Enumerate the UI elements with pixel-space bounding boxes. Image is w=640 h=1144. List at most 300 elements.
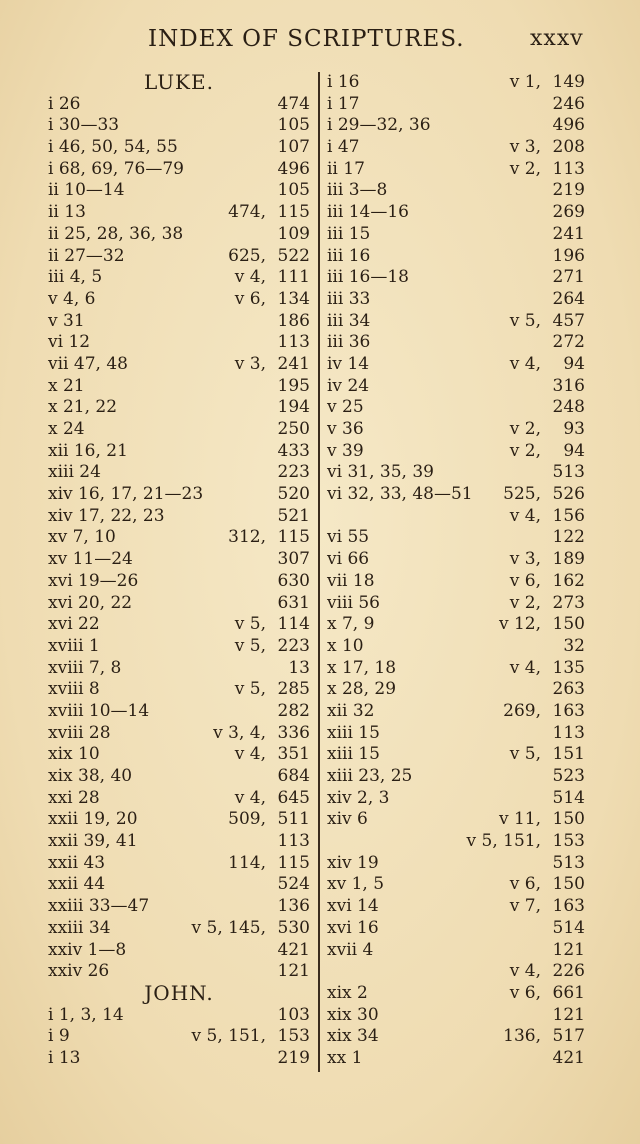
page-reference: 263 [552, 679, 585, 700]
scripture-reference: xiv 19 [327, 852, 379, 873]
index-entry [327, 809, 585, 831]
verse-reference: v 5, 151, [191, 1026, 266, 1047]
index-entry [48, 744, 310, 766]
scripture-reference: xv 1, 5 [327, 874, 385, 895]
page-reference: 351 [277, 744, 310, 765]
scripture-reference: v 36 [327, 419, 364, 439]
scripture-reference: x 17, 18 [327, 657, 397, 678]
scripture-reference: vi 32, 33, 48—51 [327, 484, 473, 505]
index-entry [327, 376, 585, 398]
page-title: INDEX OF SCRIPTURES. [148, 26, 465, 52]
scripture-reference: iii 16 [327, 245, 371, 266]
verse-reference: v 4, [234, 787, 266, 808]
scripture-reference: xxiv 1—8 [48, 939, 127, 960]
page-reference: 113 [277, 332, 310, 353]
page-reference: 195 [277, 375, 310, 396]
page-reference: 103 [277, 1004, 310, 1025]
index-entry [48, 246, 310, 268]
index-entry [327, 484, 585, 506]
index-entry [327, 744, 585, 766]
index-entry [48, 940, 310, 962]
page-reference: 520 [277, 484, 310, 505]
verse-reference: v 4, [509, 961, 541, 982]
scripture-reference: xix 38, 40 [48, 766, 133, 786]
verse-reference: 525, [503, 484, 541, 505]
index-entry [327, 1026, 585, 1048]
page-header [0, 26, 640, 56]
index-entry [327, 332, 585, 354]
page-reference: 645 [277, 787, 310, 808]
page-reference: 150 [552, 614, 585, 635]
index-entry [48, 766, 310, 788]
page-reference: 514 [552, 787, 585, 808]
page-reference: 513 [552, 852, 585, 873]
scripture-reference: x 28, 29 [327, 679, 397, 700]
page-reference: 189 [552, 549, 585, 570]
verse-reference: v 4, [234, 744, 266, 765]
scripture-reference: iv 14 [327, 353, 370, 374]
page-reference: 121 [277, 961, 310, 982]
verse-reference: v 6, [509, 982, 541, 1003]
page-reference: 194 [277, 397, 310, 418]
index-entry [327, 593, 585, 615]
index-entry [327, 180, 585, 202]
scripture-reference: xix 30 [327, 1004, 379, 1025]
index-entry [48, 1005, 310, 1027]
page-reference: 135 [552, 657, 585, 678]
scripture-reference: xvi 19—26 [48, 570, 139, 591]
index-entry [327, 723, 585, 745]
scripture-reference: ii 25, 28, 36, 38 [48, 223, 184, 244]
scripture-reference: iii 33 [327, 288, 371, 309]
page-reference: 223 [277, 462, 310, 483]
page-reference: 285 [277, 679, 310, 700]
index-entry [327, 441, 585, 463]
scripture-reference: i 13 [48, 1047, 81, 1068]
index-entry [327, 831, 585, 853]
page-reference: 93 [563, 419, 585, 439]
scripture-reference: i 68, 69, 76—79 [48, 158, 184, 179]
index-entry [327, 462, 585, 484]
index-entry [48, 180, 310, 202]
page-reference: 433 [277, 440, 310, 461]
page-reference: 162 [552, 570, 585, 591]
page-reference: 115 [277, 852, 310, 873]
page-reference: 105 [277, 180, 310, 201]
page-reference: 226 [552, 961, 585, 982]
scripture-reference: xxii 19, 20 [48, 809, 138, 830]
page-reference: 421 [552, 1047, 585, 1068]
index-entry [48, 614, 310, 636]
index-entry [48, 441, 310, 463]
page-reference: 196 [552, 245, 585, 266]
scripture-reference: xiii 23, 25 [327, 766, 413, 786]
page-reference: 163 [552, 700, 585, 721]
scripture-reference: xvi 16 [327, 917, 379, 938]
index-entry [327, 289, 585, 311]
scripture-reference: iii 34 [327, 310, 371, 331]
verse-reference: v 5, [234, 635, 266, 656]
scripture-reference: i 47 [327, 137, 360, 158]
index-entry [48, 289, 310, 311]
scripture-reference: xviii 28 [48, 722, 111, 743]
page-reference: 32 [563, 635, 585, 656]
page-reference: 136 [277, 896, 310, 917]
index-entry [48, 397, 310, 419]
column-divider [318, 72, 320, 1072]
index-entry [327, 397, 585, 419]
scripture-reference: vii 47, 48 [48, 353, 128, 374]
scripture-reference: iii 36 [327, 332, 371, 353]
index-entry [48, 202, 310, 224]
index-entry [327, 311, 585, 333]
page-reference: 109 [277, 223, 310, 244]
scripture-reference: vi 12 [48, 332, 91, 353]
index-entry [327, 614, 585, 636]
index-entry [48, 1026, 310, 1048]
page-reference: 113 [552, 722, 585, 743]
scripture-reference: v 39 [327, 440, 364, 461]
page-reference: 522 [277, 245, 310, 266]
page-reference: 336 [277, 722, 310, 743]
page-reference: 219 [277, 1047, 310, 1068]
index-entry [327, 701, 585, 723]
page-reference: 684 [277, 766, 310, 786]
scripture-reference: xii 16, 21 [48, 440, 128, 461]
index-entry [327, 224, 585, 246]
verse-reference: v 1, [509, 72, 541, 92]
verse-reference: v 5, [234, 614, 266, 635]
verse-reference: v 5, 151, [466, 831, 541, 852]
index-entry [48, 159, 310, 181]
verse-reference: 625, [228, 245, 266, 266]
index-entry [327, 527, 585, 549]
scripture-reference: xviii 8 [48, 679, 100, 700]
verse-reference: v 3, [234, 353, 266, 374]
scripture-reference: xvi 22 [48, 614, 100, 635]
scripture-reference: iii 3—8 [327, 180, 388, 201]
scripture-reference: xiii 15 [327, 744, 380, 765]
page-reference: 241 [277, 353, 310, 374]
index-entry [327, 137, 585, 159]
index-entry [327, 72, 585, 94]
index-entry [48, 267, 310, 289]
page-reference: 163 [552, 896, 585, 917]
scripture-reference: ii 27—32 [48, 245, 125, 266]
verse-reference: 312, [228, 527, 266, 548]
index-entry [48, 874, 310, 896]
page-reference: 523 [552, 766, 585, 786]
page-reference: 250 [277, 419, 310, 439]
scripture-reference: v 4, 6 [48, 288, 96, 309]
scripture-reference: i 29—32, 36 [327, 115, 431, 136]
scripture-reference: x 24 [48, 419, 85, 439]
scripture-reference: xxii 43 [48, 852, 106, 873]
scripture-reference: x 21 [48, 375, 85, 396]
verse-reference: v 4, [509, 353, 541, 374]
page-reference: 151 [552, 744, 585, 765]
page-reference: 269 [552, 202, 585, 223]
index-entry [327, 896, 585, 918]
page-reference: 121 [552, 939, 585, 960]
index-entry [327, 202, 585, 224]
page-reference: 114 [277, 614, 310, 635]
verse-reference: v 5, [234, 679, 266, 700]
index-column-right [327, 72, 585, 1070]
verse-reference: v 7, [509, 896, 541, 917]
page-reference: 241 [552, 223, 585, 244]
page-reference: 208 [552, 137, 585, 158]
scripture-reference: xxii 39, 41 [48, 831, 138, 852]
verse-reference: 114, [228, 852, 266, 873]
page-reference: 113 [277, 831, 310, 852]
scripture-reference: iii 15 [327, 223, 371, 244]
index-entry [48, 723, 310, 745]
scripture-reference: x 7, 9 [327, 614, 375, 635]
index-entry [327, 549, 585, 571]
verse-reference: v 5, 145, [191, 917, 266, 938]
verse-reference: v 6, [234, 288, 266, 309]
scripture-reference: viii 56 [327, 592, 380, 613]
page-reference: 511 [277, 809, 310, 830]
verse-reference: v 11, [498, 809, 541, 830]
page-number: xxxv [530, 26, 584, 51]
scripture-reference: xix 34 [327, 1026, 379, 1047]
page-reference: 219 [552, 180, 585, 201]
index-entry [327, 636, 585, 658]
index-entry [48, 354, 310, 376]
page-reference: 273 [552, 592, 585, 613]
scripture-reference: xviii 7, 8 [48, 657, 122, 678]
book-heading [48, 980, 310, 1005]
index-entry [327, 419, 585, 441]
index-entry [327, 94, 585, 116]
scripture-reference: i 30—33 [48, 115, 120, 136]
page-reference: 156 [552, 505, 585, 526]
index-entry [48, 853, 310, 875]
scripture-reference: xxii 44 [48, 874, 106, 895]
index-entry [327, 354, 585, 376]
scripture-reference: xvii 4 [327, 939, 374, 960]
scripture-reference: i 17 [327, 93, 360, 114]
scripture-reference: vi 66 [327, 549, 370, 570]
index-entry [327, 571, 585, 593]
verse-reference: v 3, [509, 549, 541, 570]
index-entry [48, 831, 310, 853]
index-entry [327, 961, 585, 983]
scripture-reference: i 1, 3, 14 [48, 1004, 124, 1025]
scripture-reference: iii 14—16 [327, 202, 409, 223]
page-reference: 223 [277, 635, 310, 656]
page-reference: 111 [277, 267, 310, 288]
index-entry [48, 115, 310, 137]
index-entry [48, 484, 310, 506]
scripture-reference: xxiii 33—47 [48, 896, 150, 917]
page-reference: 496 [552, 115, 585, 136]
page-reference: 316 [552, 375, 585, 396]
index-entry [48, 896, 310, 918]
index-entry [48, 679, 310, 701]
page-reference: 521 [277, 505, 310, 526]
scripture-reference: xviii 10—14 [48, 700, 150, 721]
index-entry [48, 137, 310, 159]
page-reference: 150 [552, 874, 585, 895]
scripture-reference: xiv 6 [327, 809, 368, 830]
index-entry [48, 224, 310, 246]
verse-reference: 136, [503, 1026, 541, 1047]
index-entry [48, 658, 310, 680]
page-reference: 115 [277, 527, 310, 548]
page-reference: 530 [277, 917, 310, 938]
index-entry [327, 159, 585, 181]
index-entry [48, 506, 310, 528]
scripture-reference: xxi 28 [48, 787, 100, 808]
verse-reference: v 2, [509, 592, 541, 613]
index-entry [48, 961, 310, 983]
scripture-reference: vi 31, 35, 39 [327, 462, 434, 483]
index-entry [48, 809, 310, 831]
verse-reference: 474, [228, 202, 266, 223]
index-entry [327, 918, 585, 940]
scripture-reference: xiv 16, 17, 21—23 [48, 484, 204, 505]
index-entry [48, 376, 310, 398]
page-reference: 115 [277, 202, 310, 223]
scripture-reference: vi 55 [327, 527, 370, 548]
scripture-reference: iv 24 [327, 375, 370, 396]
scripture-reference: xx 1 [327, 1047, 363, 1068]
index-entry [48, 462, 310, 484]
verse-reference: 269, [503, 700, 541, 721]
verse-reference: v 4, [509, 657, 541, 678]
page-reference: 94 [563, 353, 585, 374]
index-entry [327, 1048, 585, 1070]
index-entry [48, 332, 310, 354]
index-entry [327, 853, 585, 875]
page-reference: 264 [552, 288, 585, 309]
scripture-reference: x 10 [327, 635, 364, 656]
index-entry [48, 571, 310, 593]
index-entry [327, 983, 585, 1005]
page-reference: 153 [277, 1026, 310, 1047]
index-entry [48, 788, 310, 810]
page-reference: 631 [277, 592, 310, 613]
scripture-reference: xiii 24 [48, 462, 101, 483]
scripture-reference: iii 16—18 [327, 267, 409, 288]
verse-reference: v 6, [509, 874, 541, 895]
index-entry [327, 679, 585, 701]
scripture-reference: xix 10 [48, 744, 100, 765]
index-entry [48, 549, 310, 571]
book-heading [48, 72, 310, 94]
index-entry [48, 1048, 310, 1070]
page-reference: 107 [277, 137, 310, 158]
verse-reference: v 2, [509, 419, 541, 439]
scripture-reference: x 21, 22 [48, 397, 118, 418]
index-entry [327, 874, 585, 896]
scripture-reference: xvi 14 [327, 896, 379, 917]
book-heading-label: JOHN. [144, 980, 214, 1005]
page-reference: 496 [277, 158, 310, 179]
scripture-reference: xviii 1 [48, 635, 100, 656]
verse-reference: v 3, 4, [213, 722, 266, 743]
page-reference: 517 [552, 1026, 585, 1047]
scripture-reference: xxiv 26 [48, 961, 110, 982]
index-entry [327, 788, 585, 810]
index-entry [48, 311, 310, 333]
page-reference: 282 [277, 700, 310, 721]
page-reference: 134 [277, 288, 310, 309]
verse-reference: v 3, [509, 137, 541, 158]
scripture-reference: xiv 17, 22, 23 [48, 505, 165, 526]
page-reference: 526 [552, 484, 585, 505]
page-reference: 94 [563, 440, 585, 461]
page-reference: 248 [552, 397, 585, 418]
page-reference: 524 [277, 874, 310, 895]
index-entry [48, 918, 310, 940]
scripture-reference: i 46, 50, 54, 55 [48, 137, 178, 158]
scripture-reference: vii 18 [327, 570, 375, 591]
scripture-reference: xv 7, 10 [48, 527, 116, 548]
verse-reference: v 2, [509, 158, 541, 179]
index-entry [48, 593, 310, 615]
page-reference: 661 [552, 982, 585, 1003]
scripture-reference: ii 13 [48, 202, 86, 223]
page-reference: 150 [552, 809, 585, 830]
scripture-reference: xix 2 [327, 982, 368, 1003]
index-entry [327, 1005, 585, 1027]
scripture-reference: xii 32 [327, 700, 375, 721]
verse-reference: v 4, [234, 267, 266, 288]
index-entry [327, 115, 585, 137]
scripture-reference: xv 11—24 [48, 549, 133, 570]
page-reference: 122 [552, 527, 585, 548]
scripture-reference: xvi 20, 22 [48, 592, 133, 613]
index-entry [327, 246, 585, 268]
page-reference: 113 [552, 158, 585, 179]
index-entry [327, 506, 585, 528]
page-reference: 513 [552, 462, 585, 483]
page-reference: 474 [277, 93, 310, 114]
verse-reference: v 5, [509, 310, 541, 331]
page-reference: 307 [277, 549, 310, 570]
scripture-reference: i 16 [327, 72, 360, 92]
index-entry [327, 267, 585, 289]
index-column-left [48, 72, 310, 1070]
index-entry [327, 766, 585, 788]
page-reference: 457 [552, 310, 585, 331]
scripture-reference: ii 10—14 [48, 180, 125, 201]
page-reference: 271 [552, 267, 585, 288]
scripture-reference: iii 4, 5 [48, 267, 103, 288]
verse-reference: v 6, [509, 570, 541, 591]
page-reference: 186 [277, 310, 310, 331]
page-reference: 13 [288, 657, 310, 678]
verse-reference: v 5, [509, 744, 541, 765]
page-reference: 153 [552, 831, 585, 852]
scripture-reference: ii 17 [327, 158, 365, 179]
scripture-reference: xiii 15 [327, 722, 380, 743]
page-reference: 121 [552, 1004, 585, 1025]
book-heading-label: LUKE. [144, 70, 214, 94]
scripture-reference: xxiii 34 [48, 917, 111, 938]
page-reference: 272 [552, 332, 585, 353]
scripture-reference: v 25 [327, 397, 364, 418]
index-entry [48, 419, 310, 441]
scripture-reference: v 31 [48, 310, 85, 331]
scripture-reference: xiv 2, 3 [327, 787, 390, 808]
scripture-reference: i 9 [48, 1026, 70, 1047]
page-reference: 105 [277, 115, 310, 136]
